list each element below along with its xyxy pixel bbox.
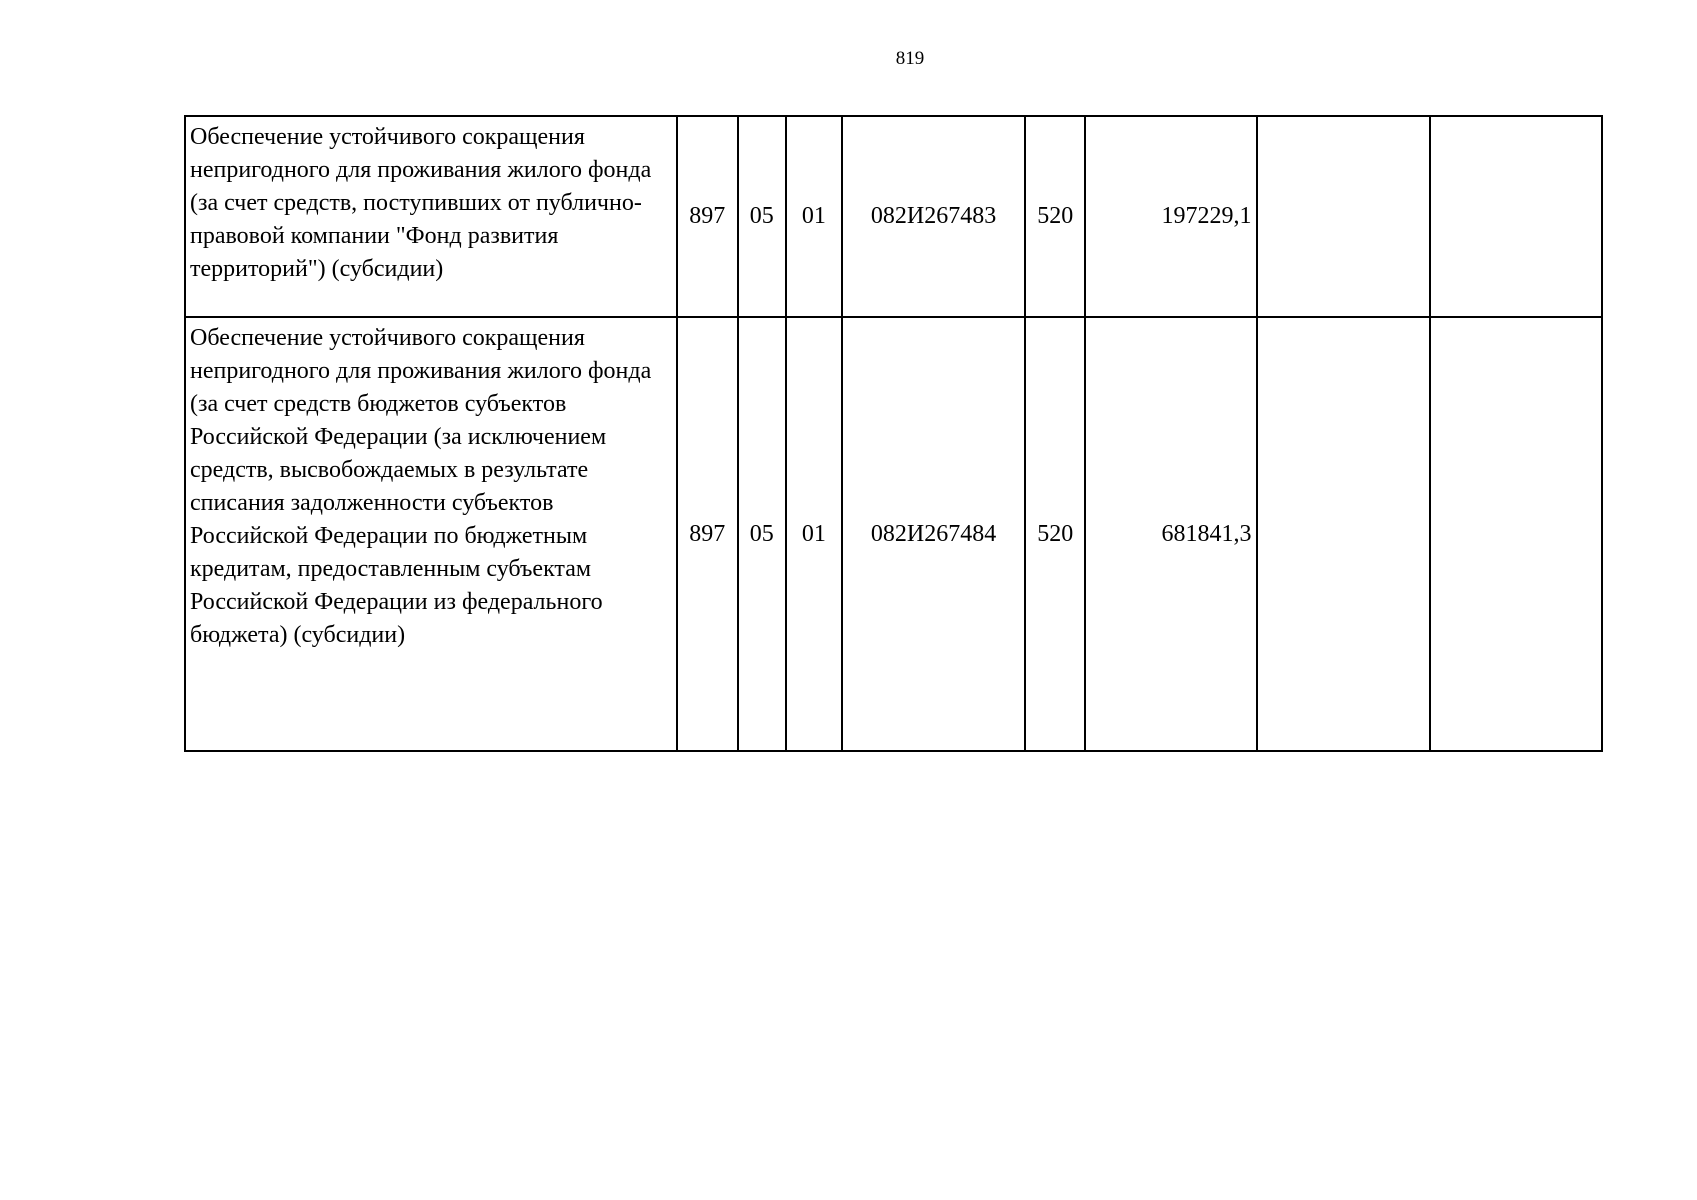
section-code: 05 (738, 116, 786, 317)
subsection-code: 01 (786, 116, 842, 317)
table-row (185, 116, 1602, 317)
row-description: Обеспечение устойчивого сокращения непригодного для проживания жилого фонда (за счет средств бюджетов субъектов Российской Федерации (за исключением средств, высвобождаемых в результате списания задолженности субъектов Российской Федерации по бюджетным кредитам, предоставленным субъектам Российской Федерации из федерального бюджета) (субсидии) (185, 317, 677, 751)
target-article-code: 082И267483 (842, 116, 1025, 317)
table-row (185, 317, 1602, 751)
expense-type-code: 520 (1025, 116, 1085, 317)
subsection-code: 01 (786, 317, 842, 751)
expense-type-code: 520 (1025, 317, 1085, 751)
amount-cell-2 (1257, 116, 1429, 317)
page-number: 819 (895, 48, 925, 69)
amount-cell: 681841,3 (1085, 317, 1257, 751)
target-article-code: 082И267484 (842, 317, 1025, 751)
amount-cell-3 (1430, 116, 1602, 317)
ministry-code: 897 (677, 116, 738, 317)
budget-table (184, 115, 1603, 752)
ministry-code: 897 (677, 317, 738, 751)
amount-cell: 197229,1 (1085, 116, 1257, 317)
amount-cell-3 (1430, 317, 1602, 751)
section-code: 05 (738, 317, 786, 751)
row-description: Обеспечение устойчивого сокращения непригодного для проживания жилого фонда (за счет средств, поступивших от публично-правовой компании "Фонд развития территорий") (субсидии) (185, 116, 677, 317)
amount-cell-2 (1257, 317, 1429, 751)
